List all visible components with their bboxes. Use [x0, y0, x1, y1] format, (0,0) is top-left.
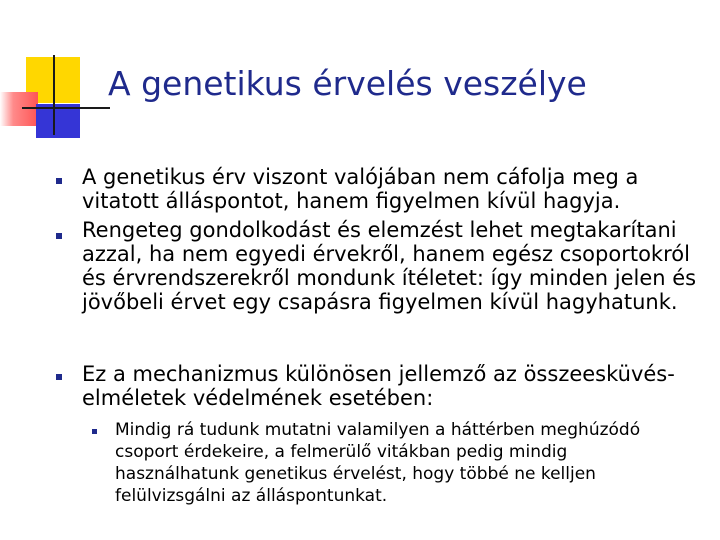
- text-line: jövőbeli érvet egy csapásra figyelmen kívül hagyhatunk.: [82, 290, 678, 314]
- slide-title: A genetikus érvelés veszélye: [108, 64, 587, 103]
- text-line: felülvizsgálni az álláspontunkat.: [115, 486, 388, 506]
- text-line: és érvrendszerekről mondunk ítéletet: így minden jelen és: [82, 266, 697, 290]
- text-line: Rengeteg gondolkodást és elemzést lehet megtakarítani: [82, 218, 677, 242]
- logo-vertical-line: [53, 55, 55, 135]
- bullet-marker: [56, 374, 62, 380]
- text-line: Mindig rá tudunk mutatni valamilyen a háttérben meghúzódó: [115, 420, 641, 440]
- text-line: csoport érdekeire, a felmerülő vitákban pedig mindig: [115, 442, 568, 462]
- text-line: vitatott álláspontot, hanem figyelmen kívül hagyja.: [82, 189, 621, 213]
- bullet-text: [82, 165, 712, 213]
- sub-bullet-marker: [92, 429, 97, 434]
- bullet-marker: [56, 233, 62, 239]
- bullet-marker: [56, 178, 62, 184]
- logo-horizontal-line: [22, 107, 110, 109]
- bullet-text: [82, 362, 712, 410]
- text-line: elméletek védelmének esetében:: [82, 386, 434, 410]
- bullet-text: [82, 218, 712, 314]
- text-line: A genetikus érv viszont valójában nem cáfolja meg a: [82, 165, 639, 189]
- logo-red-square: [0, 92, 38, 126]
- text-line: Ez a mechanizmus különösen jellemző az összeesküvés-: [82, 362, 675, 386]
- text-line: használhatunk genetikus érvelést, hogy többé ne kelljen: [115, 464, 596, 484]
- text-line: azzal, ha nem egyedi érvekről, hanem egész csoportokról: [82, 242, 690, 266]
- logo-blue-square: [36, 104, 80, 138]
- sub-bullet-text: [115, 419, 705, 507]
